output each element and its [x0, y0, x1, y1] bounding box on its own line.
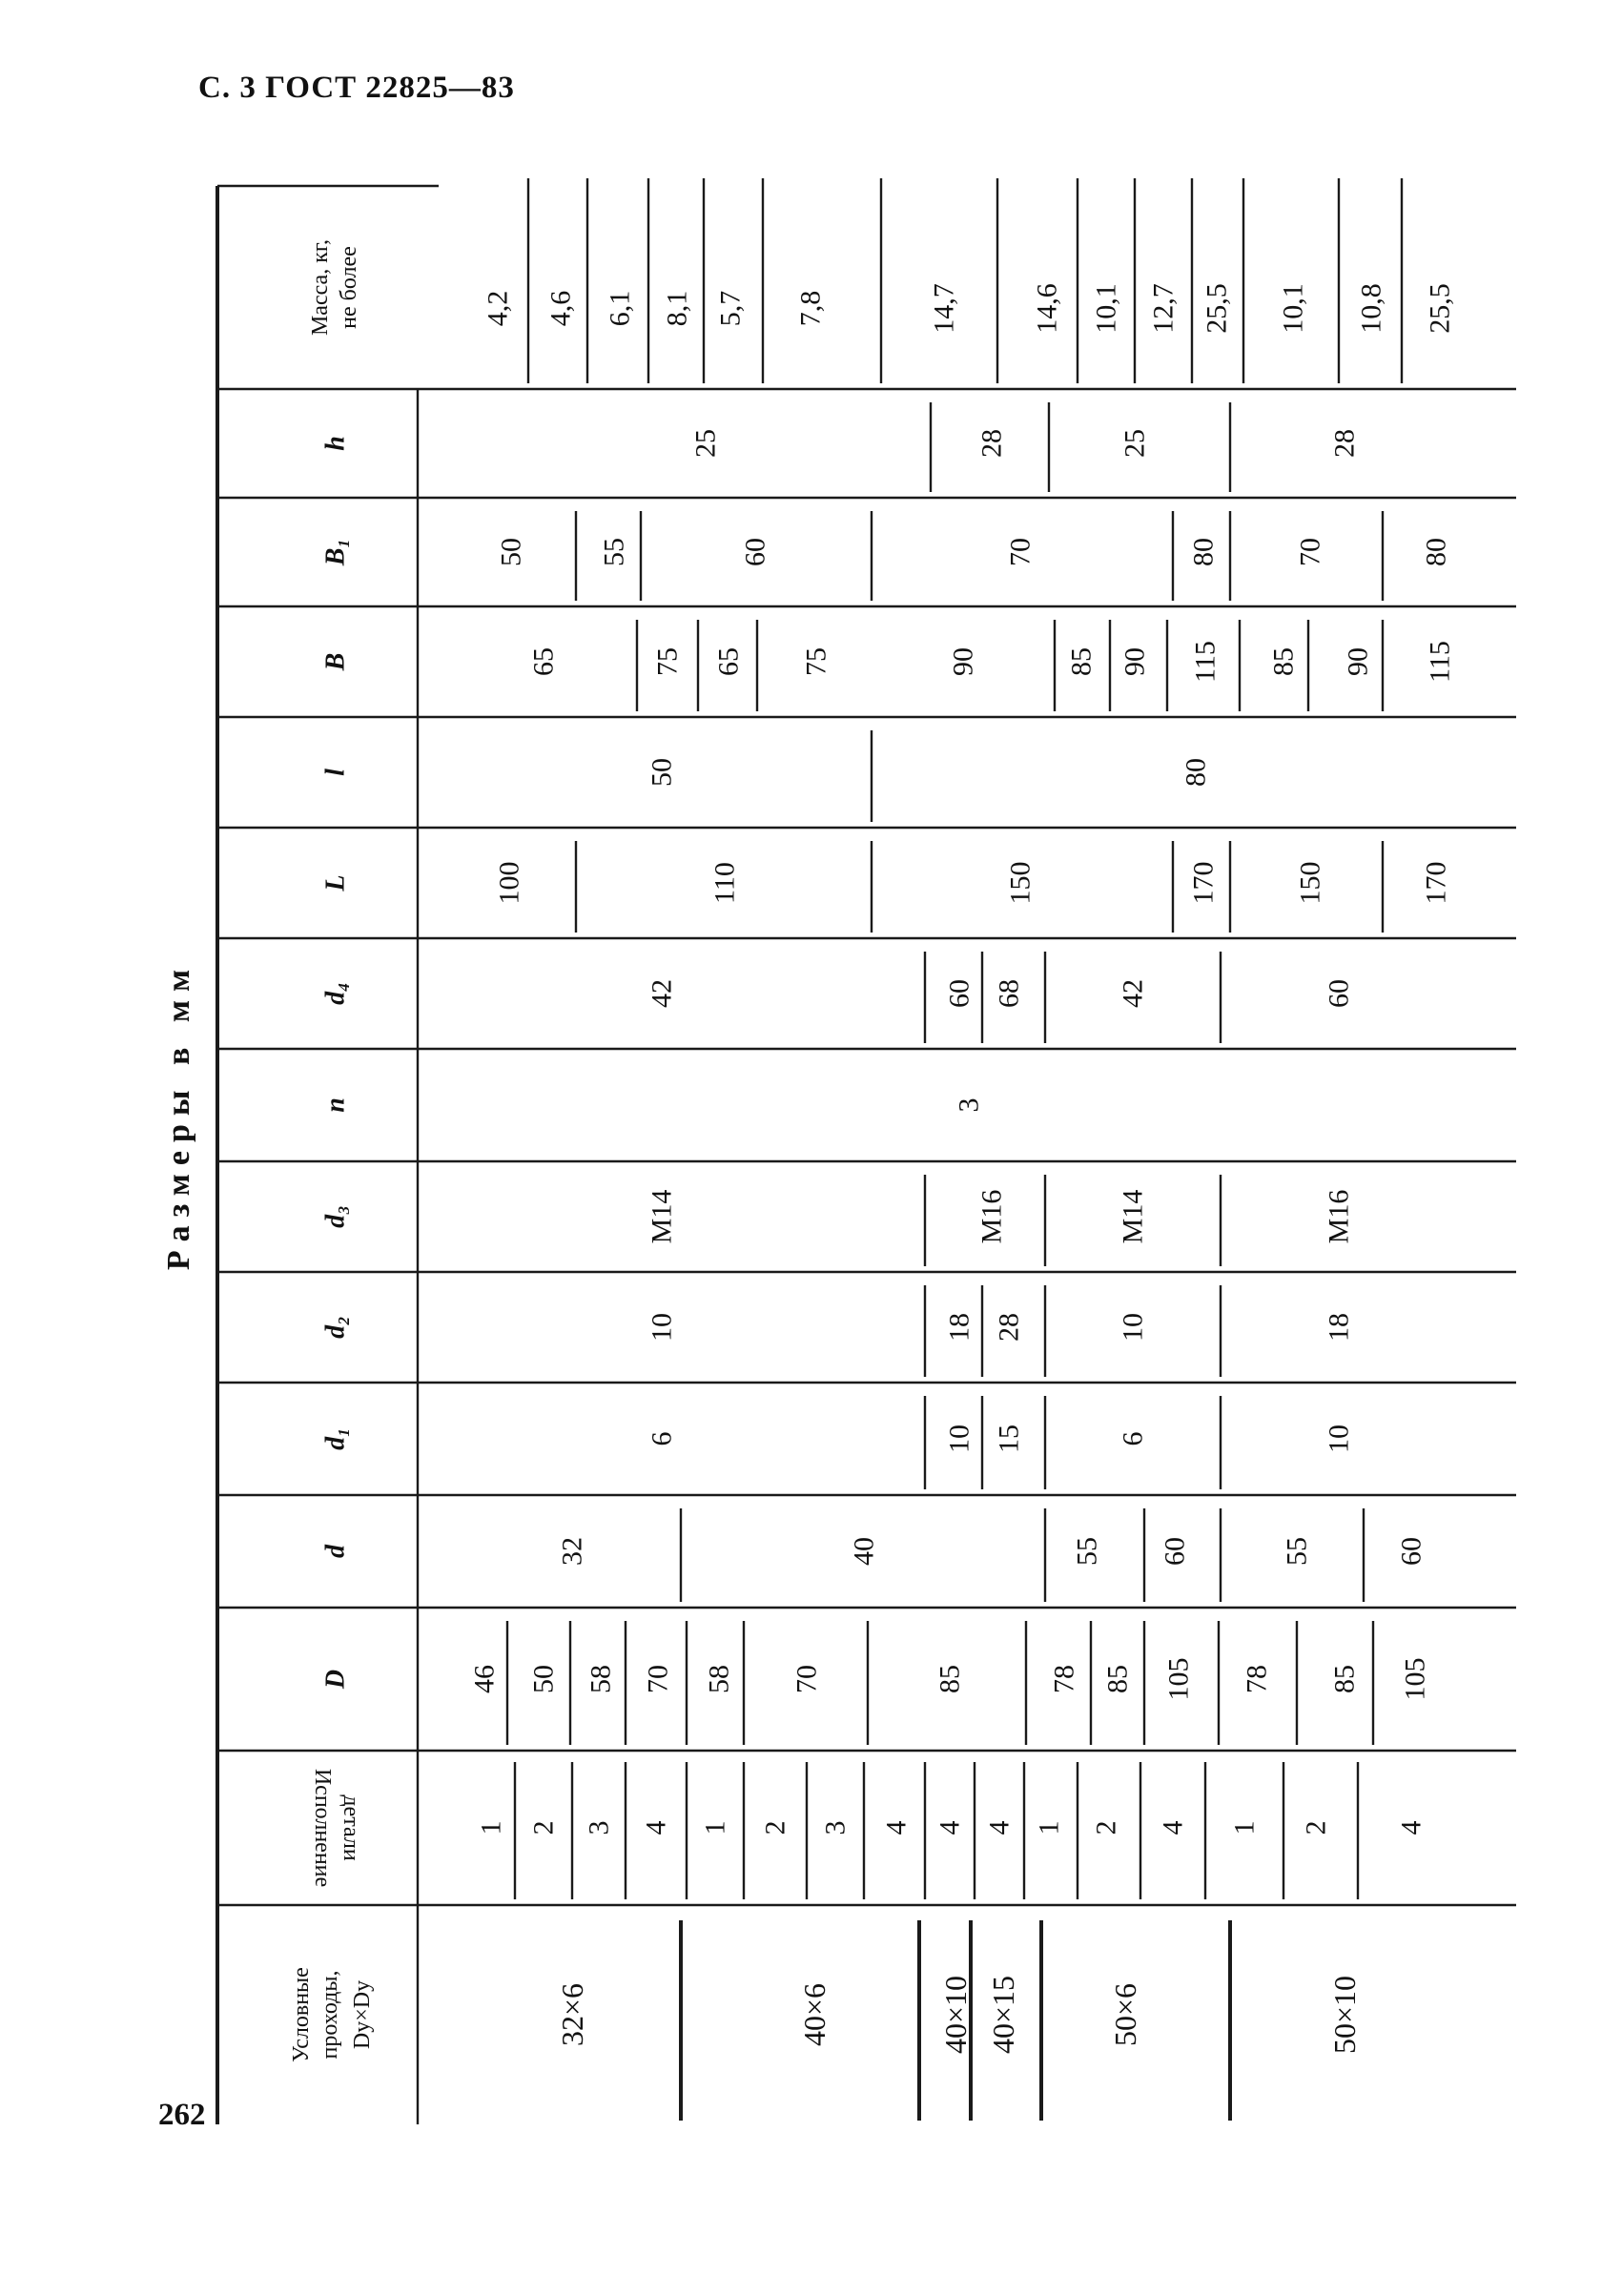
mass-cell: 8,1 — [661, 290, 693, 327]
l-cell: 50 — [646, 758, 678, 787]
B-cell: 65 — [527, 647, 560, 676]
mass-cell: 25,5 — [1424, 283, 1456, 334]
d-cell: 60 — [1395, 1537, 1427, 1566]
d2-cell: 10 — [1117, 1313, 1149, 1342]
variant-cell: 1 — [1033, 1820, 1065, 1835]
passage-cell: 40×6 — [797, 1982, 832, 2047]
variant-cell: 2 — [1090, 1820, 1122, 1835]
header-variant: Исполнение — [310, 1768, 335, 1888]
d1-cell: 10 — [1323, 1425, 1355, 1453]
variant-cell: 2 — [527, 1820, 560, 1835]
mass-cell: 4,6 — [544, 290, 577, 327]
d2-cell: 18 — [1323, 1313, 1355, 1342]
d3-cell: M14 — [646, 1189, 678, 1244]
header-passage: Dy×Dy — [350, 1979, 375, 2050]
B-cell: 90 — [947, 647, 979, 676]
B-cell: 115 — [1189, 641, 1222, 683]
header-mass: не более — [337, 246, 361, 329]
passage-cell: 50×10 — [1327, 1975, 1362, 2055]
d1-cell: 6 — [646, 1431, 678, 1446]
variant-cell: 4 — [640, 1820, 672, 1835]
B-cell: 75 — [800, 647, 832, 676]
mass-cell: 12,7 — [1147, 283, 1180, 334]
d4-cell: 42 — [1117, 979, 1149, 1008]
B-cell: 65 — [712, 647, 745, 676]
B1-cell: 70 — [1004, 538, 1037, 566]
d-cell: 55 — [1281, 1537, 1313, 1566]
variant-cell: 2 — [759, 1820, 791, 1835]
h-cell: 25 — [1119, 429, 1151, 458]
d-cell: 55 — [1071, 1537, 1103, 1566]
passage-cell: 32×6 — [555, 1982, 589, 2047]
D-cell: 85 — [1101, 1665, 1134, 1693]
B-cell: 85 — [1065, 647, 1098, 676]
D-cell: 58 — [585, 1665, 617, 1693]
B-cell: 90 — [1119, 647, 1151, 676]
mass-cell: 10,1 — [1090, 283, 1122, 334]
B-cell: 75 — [651, 647, 684, 676]
variant-cell: 4 — [1395, 1820, 1427, 1835]
mass-cell: 10,1 — [1277, 283, 1309, 334]
header-d1: d₁ — [320, 1427, 351, 1450]
header-d2: d₂ — [320, 1316, 351, 1339]
variant-cell: 2 — [1300, 1820, 1332, 1835]
variant-cell: 1 — [1228, 1820, 1261, 1835]
D-cell: 78 — [1241, 1665, 1273, 1693]
header-mass: Масса, кг, — [308, 238, 333, 337]
d2-cell: 10 — [646, 1313, 678, 1342]
d-cell: 32 — [556, 1537, 588, 1566]
d1-cell: 15 — [993, 1425, 1025, 1453]
d4-cell: 60 — [1323, 979, 1355, 1008]
B1-cell: 55 — [598, 538, 630, 566]
header-passage: Условные — [289, 1967, 314, 2062]
B1-cell: 70 — [1294, 538, 1326, 566]
h-cell: 25 — [689, 429, 722, 458]
L-cell: 150 — [1294, 861, 1326, 905]
d1-cell: 6 — [1117, 1431, 1149, 1446]
D-cell: 46 — [468, 1665, 501, 1693]
B1-cell: 80 — [1420, 538, 1452, 566]
d2-cell: 18 — [943, 1313, 975, 1342]
B-cell: 115 — [1424, 641, 1456, 683]
page-number: 262 — [158, 2098, 206, 2132]
d4-cell: 60 — [943, 979, 975, 1008]
passage-cell: 40×10 — [938, 1975, 973, 2055]
mass-cell: 14,6 — [1031, 283, 1063, 334]
passage-cell: 40×15 — [986, 1975, 1020, 2055]
variant-cell: 1 — [699, 1820, 731, 1835]
header-D: D — [320, 1669, 351, 1690]
d-cell: 60 — [1159, 1537, 1191, 1566]
D-cell: 85 — [1328, 1665, 1361, 1693]
variant-cell: 4 — [983, 1820, 1016, 1835]
mass-cell: 7,8 — [794, 290, 827, 327]
header-n: n — [320, 1097, 351, 1113]
mass-cell: 6,1 — [604, 290, 636, 327]
d2-cell: 28 — [993, 1313, 1025, 1342]
variant-cell: 4 — [1157, 1820, 1189, 1835]
h-cell: 28 — [1328, 429, 1361, 458]
header-variant: детали — [339, 1794, 363, 1861]
D-cell: 70 — [790, 1665, 823, 1693]
B-cell: 85 — [1267, 647, 1300, 676]
header-b: B — [320, 652, 351, 671]
header-d4: d₄ — [320, 982, 351, 1005]
d3-cell: M16 — [1323, 1189, 1355, 1244]
n-cell: 3 — [953, 1097, 985, 1113]
h-cell: 28 — [975, 429, 1008, 458]
B-cell: 90 — [1342, 647, 1374, 676]
D-cell: 85 — [934, 1665, 966, 1693]
L-cell: 170 — [1187, 861, 1220, 905]
D-cell: 50 — [527, 1665, 560, 1693]
d-cell: 40 — [848, 1537, 880, 1566]
header-l-small: l — [320, 769, 351, 776]
l-cell: 80 — [1180, 758, 1212, 787]
D-cell: 78 — [1048, 1665, 1080, 1693]
header-b1: B₁ — [320, 538, 351, 566]
header-passage: проходы, — [318, 1970, 342, 2060]
mass-cell: 4,2 — [482, 290, 514, 327]
d4-cell: 42 — [646, 979, 678, 1008]
L-cell: 100 — [493, 861, 525, 905]
B1-cell: 50 — [495, 538, 527, 566]
header-d: d — [320, 1545, 351, 1558]
D-cell: 58 — [703, 1665, 735, 1693]
header-l: L — [320, 874, 351, 892]
B1-cell: 80 — [1187, 538, 1220, 566]
D-cell: 105 — [1399, 1657, 1431, 1701]
d3-cell: M16 — [975, 1189, 1008, 1244]
D-cell: 105 — [1162, 1657, 1195, 1701]
variant-cell: 1 — [475, 1820, 507, 1835]
mass-cell: 5,7 — [714, 290, 747, 327]
mass-cell: 10,8 — [1355, 283, 1387, 334]
D-cell: 70 — [642, 1665, 674, 1693]
mass-cell: 25,5 — [1201, 283, 1233, 334]
L-cell: 110 — [708, 862, 741, 904]
B1-cell: 60 — [739, 538, 771, 566]
L-cell: 150 — [1004, 861, 1037, 905]
d4-cell: 68 — [993, 979, 1025, 1008]
header-d3: d₃ — [320, 1205, 351, 1228]
mass-cell: 14,7 — [928, 283, 960, 334]
variant-cell: 3 — [819, 1820, 852, 1835]
page-header: С. 3 ГОСТ 22825—83 — [198, 71, 515, 105]
variant-cell: 4 — [934, 1820, 966, 1835]
header-h: h — [320, 436, 351, 451]
table-caption-text: Размеры в мм — [161, 960, 196, 1271]
d3-cell: M14 — [1117, 1189, 1149, 1244]
L-cell: 170 — [1420, 861, 1452, 905]
variant-cell: 4 — [880, 1820, 913, 1835]
variant-cell: 3 — [583, 1820, 615, 1835]
passage-cell: 50×6 — [1108, 1982, 1142, 2047]
d1-cell: 10 — [943, 1425, 975, 1453]
